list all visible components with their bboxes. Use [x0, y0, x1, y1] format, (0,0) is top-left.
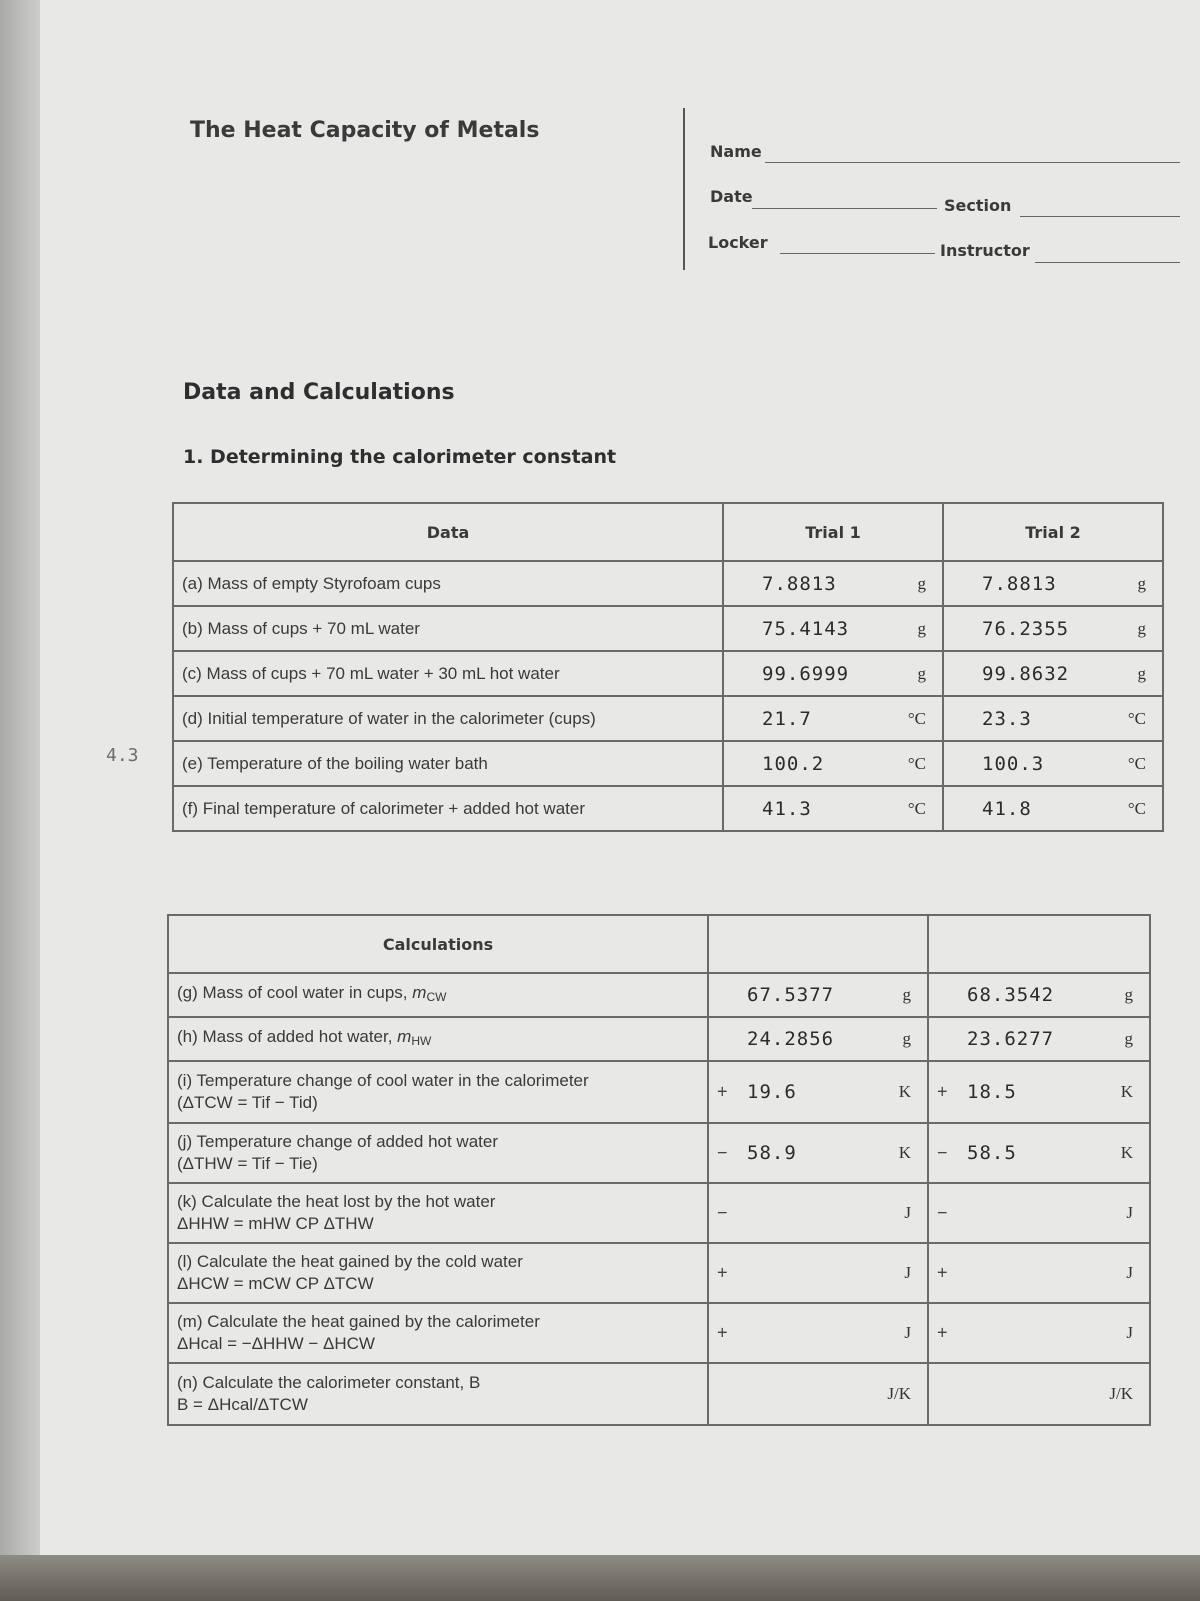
unit: g: [1137, 573, 1146, 593]
sign: +: [937, 1262, 948, 1283]
unit: K: [1120, 1082, 1133, 1101]
row-label: (j) Temperature change of added hot water (ΔTHW = Tif − Tie): [168, 1123, 708, 1183]
trial1-cell[interactable]: [723, 561, 943, 606]
sign: +: [717, 1262, 728, 1283]
locker-field[interactable]: [780, 253, 935, 254]
row-label: (h) Mass of added hot water, $m_{HW}$: [168, 1017, 708, 1061]
trial1-cell[interactable]: [723, 606, 943, 651]
unit: J: [1126, 1323, 1133, 1342]
unit: °C: [907, 798, 926, 818]
row-label: (e) Temperature of the boiling water bath: [173, 741, 723, 786]
unit: J: [904, 1323, 911, 1342]
table-row: [173, 696, 1163, 741]
handwritten-value: 58.5: [967, 1142, 1017, 1164]
trial1-cell[interactable]: [708, 1123, 928, 1183]
handwritten-value: 99.8632: [982, 662, 1070, 685]
table-row: [168, 1061, 1150, 1123]
trial2-cell[interactable]: [928, 1303, 1150, 1363]
trial2-cell[interactable]: [943, 696, 1163, 741]
section-field[interactable]: [1020, 216, 1180, 217]
trial1-cell[interactable]: [708, 1303, 928, 1363]
table-row: [173, 651, 1163, 696]
trial1-cell[interactable]: [708, 1017, 928, 1061]
unit: K: [898, 1143, 911, 1162]
section-heading: Data and Calculations: [183, 380, 455, 405]
trial1-cell[interactable]: [708, 973, 928, 1017]
unit: K: [1120, 1143, 1133, 1162]
formula: (ΔTCW = Tif − Tid): [177, 1093, 318, 1112]
handwritten-value: 23.6277: [967, 1028, 1055, 1050]
trial1-cell[interactable]: [723, 741, 943, 786]
trial1-cell[interactable]: [708, 1061, 928, 1123]
handwritten-value: 24.2856: [747, 1028, 835, 1050]
unit: J: [1126, 1203, 1133, 1222]
background-surface: [0, 1555, 1200, 1601]
formula: ΔHCW = mCW CP ΔTCW: [177, 1274, 374, 1293]
handwritten-value: 21.7: [762, 707, 812, 730]
handwritten-value: 41.3: [762, 797, 812, 820]
handwritten-value: 18.5: [967, 1081, 1017, 1103]
sign: +: [937, 1081, 948, 1102]
name-label: Name: [710, 142, 762, 161]
handwritten-value: 19.6: [747, 1081, 797, 1103]
table-row: [168, 1303, 1150, 1363]
unit: °C: [907, 753, 926, 773]
unit: g: [902, 1029, 911, 1048]
header-divider: [683, 108, 685, 270]
table-row: [168, 1017, 1150, 1061]
unit: °C: [1127, 798, 1146, 818]
sign: +: [717, 1322, 728, 1343]
calculations-table: [167, 914, 1151, 1426]
trial1-cell[interactable]: [723, 696, 943, 741]
trial2-cell[interactable]: [928, 1061, 1150, 1123]
table-row: [168, 1243, 1150, 1303]
trial2-cell[interactable]: [943, 786, 1163, 831]
row-label: (k) Calculate the heat lost by the hot water ΔHHW = mHW CP ΔTHW: [168, 1183, 708, 1243]
row-label: (n) Calculate the calorimeter constant, B B = ΔHcal/ΔTCW: [168, 1363, 708, 1425]
sign: −: [937, 1202, 948, 1223]
trial2-cell[interactable]: [943, 606, 1163, 651]
unit: °C: [907, 708, 926, 728]
date-label: Date: [710, 187, 753, 206]
row-label: (b) Mass of cups + 70 mL water: [173, 606, 723, 651]
unit: g: [917, 663, 926, 683]
handwritten-value: 58.9: [747, 1142, 797, 1164]
handwritten-value: 41.8: [982, 797, 1032, 820]
unit: J/K: [1109, 1384, 1133, 1403]
trial1-header: Trial 1: [723, 503, 943, 561]
trial1-cell[interactable]: [723, 651, 943, 696]
trial1-cell[interactable]: [723, 786, 943, 831]
unit: g: [917, 618, 926, 638]
sign: +: [937, 1322, 948, 1343]
table-row: [168, 1183, 1150, 1243]
locker-label: Locker: [708, 233, 768, 252]
formula: ΔHHW = mHW CP ΔTHW: [177, 1214, 374, 1233]
trial2-cell[interactable]: [928, 1017, 1150, 1061]
trial2-cell[interactable]: [943, 651, 1163, 696]
trial2-cell[interactable]: [928, 1123, 1150, 1183]
trial1-header-blank: [708, 915, 928, 973]
data-table: [172, 502, 1164, 832]
trial2-header-blank: [928, 915, 1150, 973]
row-label: (c) Mass of cups + 70 mL water + 30 mL hot water: [173, 651, 723, 696]
handwritten-value: 75.4143: [762, 617, 850, 640]
handwritten-value: 7.8813: [982, 572, 1057, 595]
row-label: (l) Calculate the heat gained by the cold water ΔHCW = mCW CP ΔTCW: [168, 1243, 708, 1303]
name-field[interactable]: [765, 162, 1180, 163]
unit: g: [902, 985, 911, 1004]
handwritten-value: 100.3: [982, 752, 1045, 775]
unit: °C: [1127, 708, 1146, 728]
handwritten-value: 67.5377: [747, 984, 835, 1006]
sign: +: [717, 1081, 728, 1102]
row-label: (f) Final temperature of calorimeter + added hot water: [173, 786, 723, 831]
page-title: The Heat Capacity of Metals: [190, 118, 540, 143]
calculations-header: Calculations: [168, 915, 708, 973]
unit: J: [904, 1263, 911, 1282]
row-label: (i) Temperature change of cool water in the calorimeter (ΔTCW = Tif − Tid): [168, 1061, 708, 1123]
unit: J: [904, 1203, 911, 1222]
page-shadow: [0, 0, 42, 1601]
unit: K: [898, 1082, 911, 1101]
margin-note: 4.3: [106, 745, 139, 766]
formula: B = ΔHcal/ΔTCW: [177, 1395, 308, 1414]
unit: g: [1124, 985, 1133, 1004]
sign: −: [717, 1202, 728, 1223]
table-row: [168, 1363, 1150, 1425]
handwritten-value: 100.2: [762, 752, 825, 775]
table-row: [173, 741, 1163, 786]
subsection-heading: 1. Determining the calorimeter constant: [183, 446, 617, 468]
unit: g: [917, 573, 926, 593]
handwritten-value: 76.2355: [982, 617, 1070, 640]
row-label: (d) Initial temperature of water in the calorimeter (cups): [173, 696, 723, 741]
unit: g: [1137, 663, 1146, 683]
table-row: [168, 973, 1150, 1017]
data-header: Data: [173, 503, 723, 561]
trial2-cell[interactable]: [928, 1183, 1150, 1243]
handwritten-value: 99.6999: [762, 662, 850, 685]
unit: g: [1137, 618, 1146, 638]
table-row: [173, 606, 1163, 651]
trial2-cell[interactable]: [928, 973, 1150, 1017]
handwritten-value: 68.3542: [967, 984, 1055, 1006]
formula: ΔHcal = −ΔHHW − ΔHCW: [177, 1334, 375, 1353]
formula: (ΔTHW = Tif − Tie): [177, 1154, 318, 1173]
unit: J/K: [887, 1384, 911, 1403]
instructor-field[interactable]: [1035, 262, 1180, 263]
row-label: (m) Calculate the heat gained by the calorimeter ΔHcal = −ΔHHW − ΔHCW: [168, 1303, 708, 1363]
trial2-cell[interactable]: [928, 1363, 1150, 1425]
sign: −: [937, 1142, 948, 1163]
unit: J: [1126, 1263, 1133, 1282]
table-row: [173, 561, 1163, 606]
trial2-cell[interactable]: [943, 741, 1163, 786]
table-row: [173, 786, 1163, 831]
trial2-cell[interactable]: [928, 1243, 1150, 1303]
row-label: (a) Mass of empty Styrofoam cups: [173, 561, 723, 606]
trial1-cell[interactable]: [708, 1243, 928, 1303]
handwritten-value: 7.8813: [762, 572, 837, 595]
row-label: (g) Mass of cool water in cups, $m_{CW}$: [168, 973, 708, 1017]
table-row: [168, 1123, 1150, 1183]
trial2-header: Trial 2: [943, 503, 1163, 561]
trial2-cell[interactable]: [943, 561, 1163, 606]
trial1-cell[interactable]: [708, 1183, 928, 1243]
instructor-label: Instructor: [940, 241, 1030, 260]
unit: °C: [1127, 753, 1146, 773]
trial1-cell[interactable]: [708, 1363, 928, 1425]
unit: g: [1124, 1029, 1133, 1048]
sign: −: [717, 1142, 728, 1163]
section-label: Section: [944, 196, 1012, 215]
date-field[interactable]: [752, 208, 937, 209]
handwritten-value: 23.3: [982, 707, 1032, 730]
